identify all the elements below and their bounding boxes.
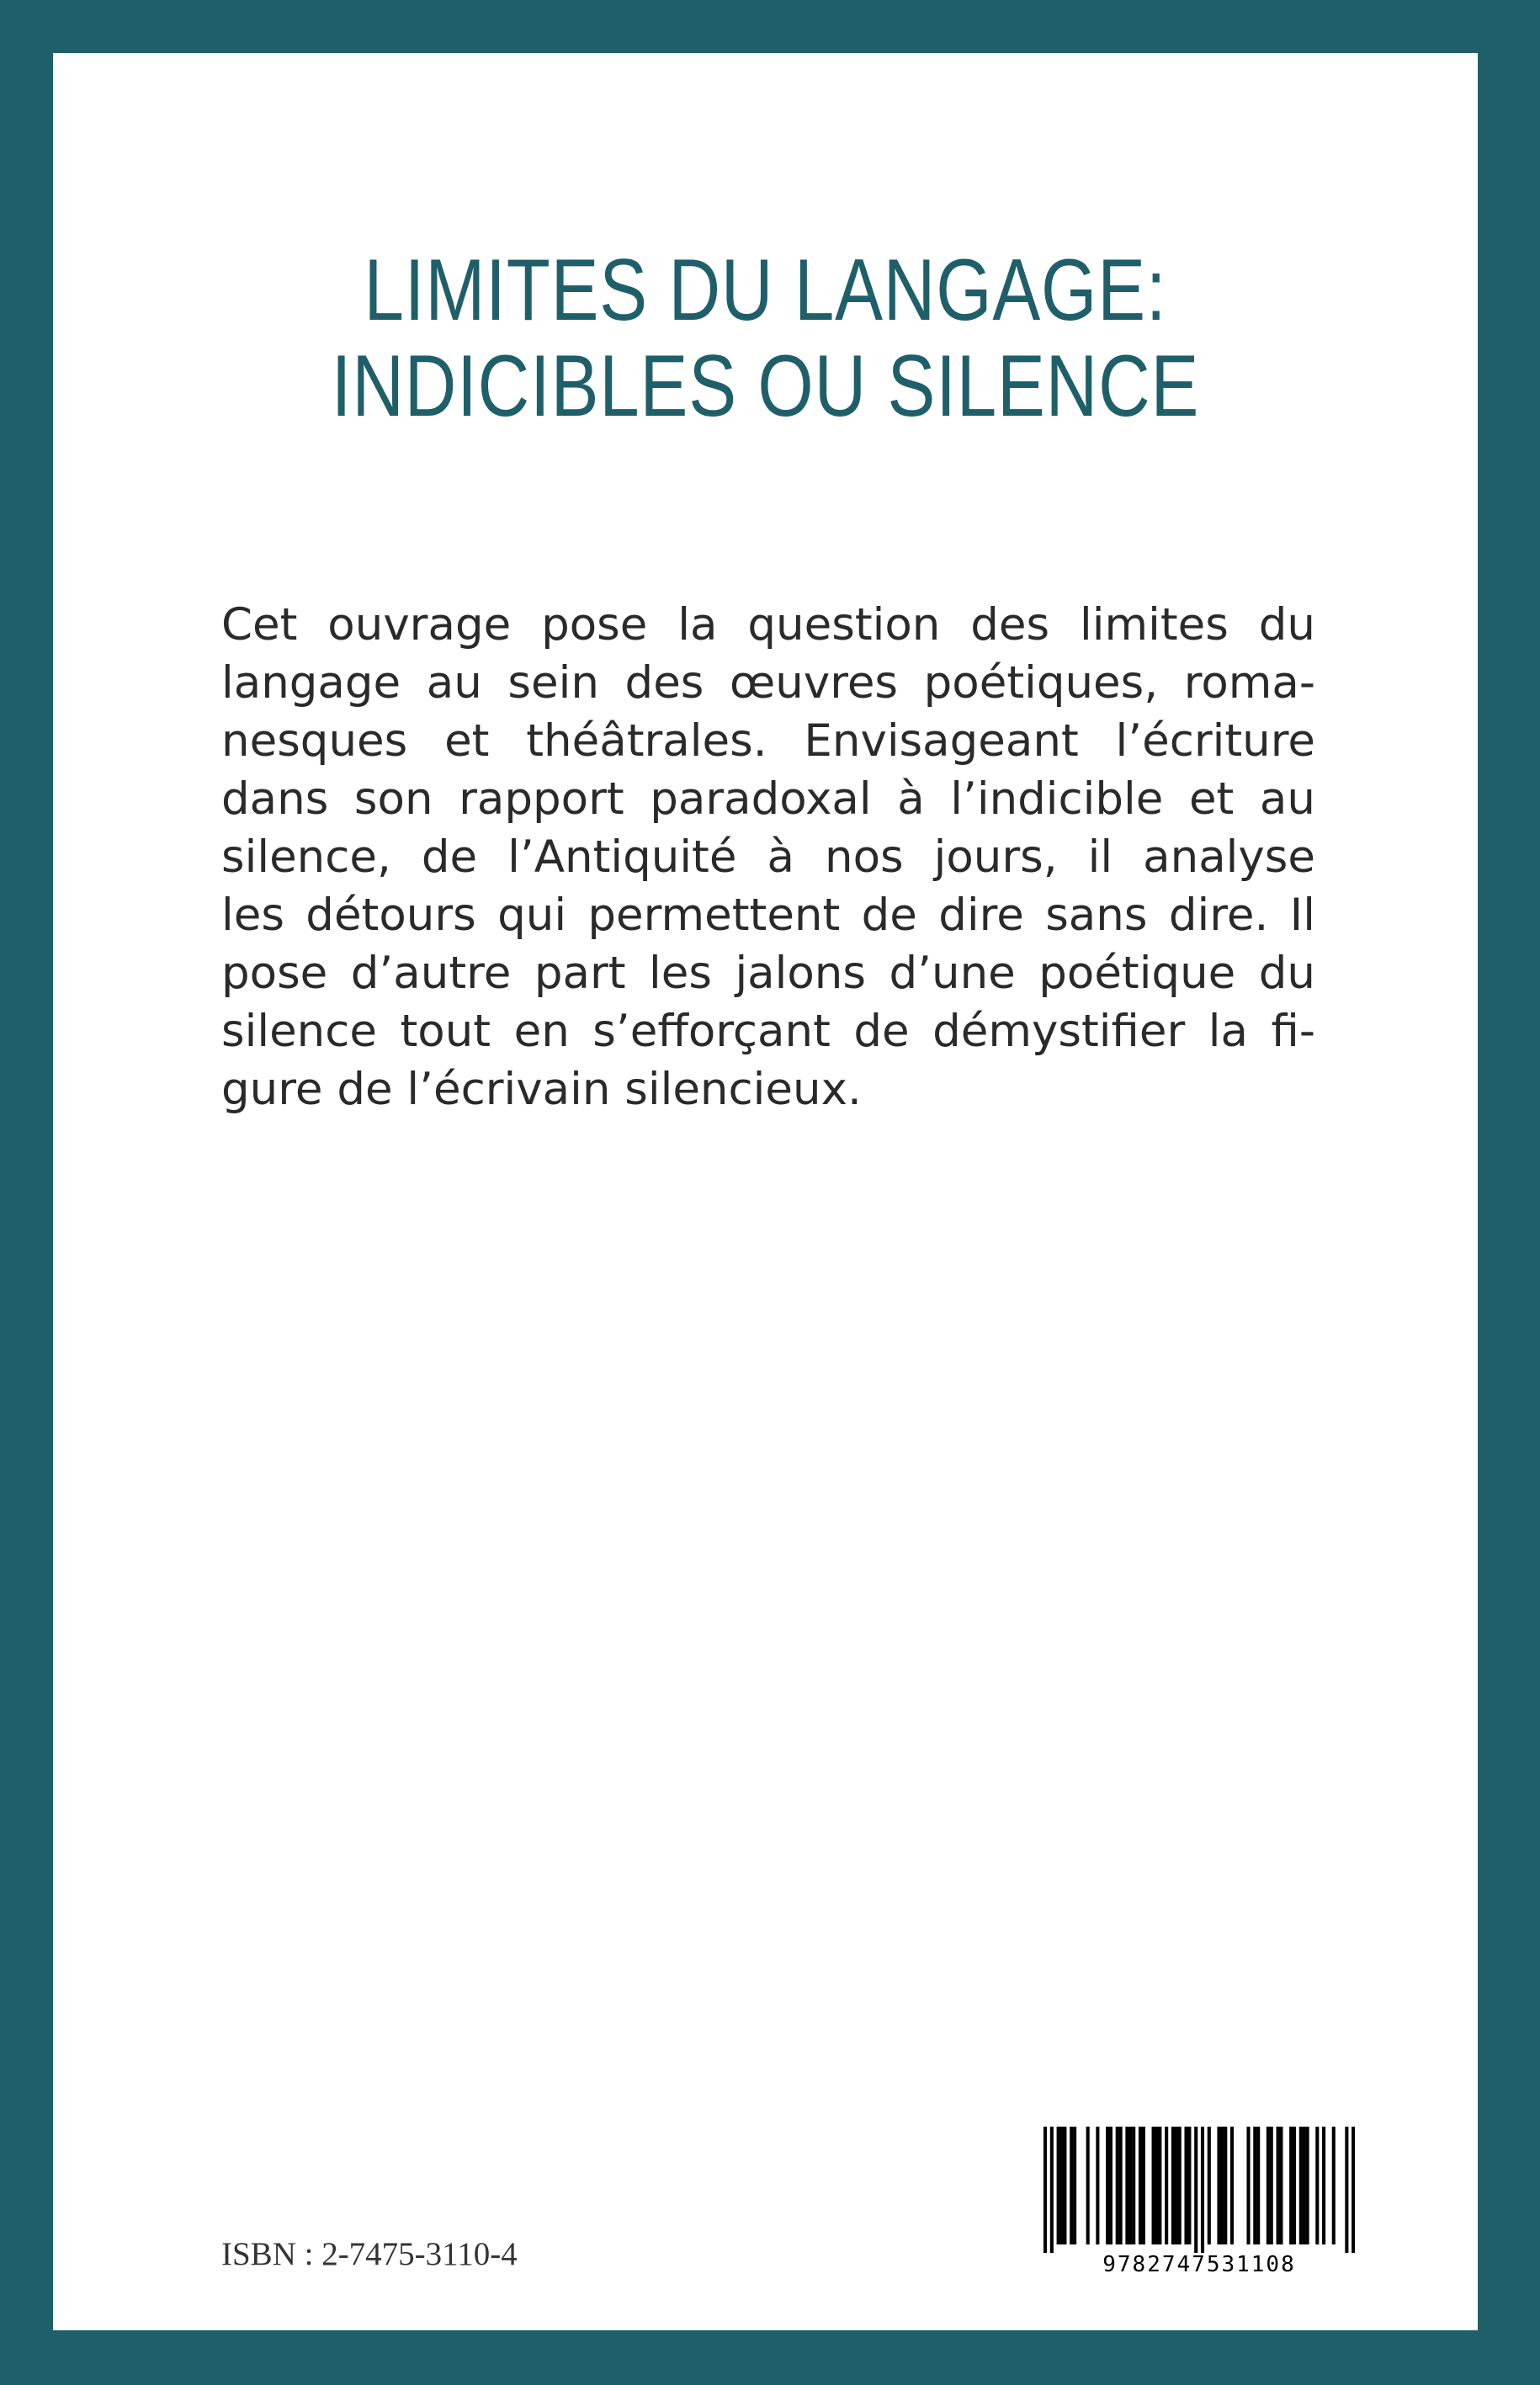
barcode-bar [1043, 2127, 1047, 2253]
blurb-line: pose d’autre part les jalons d’une poétique du [221, 948, 1315, 999]
barcode-bar [1246, 2127, 1250, 2244]
back-cover-panel [53, 53, 1478, 2330]
barcode-bar [1057, 2127, 1060, 2244]
barcode-bar [1289, 2127, 1293, 2244]
barcode-bar [1267, 2127, 1270, 2244]
barcode-bar [1270, 2127, 1273, 2244]
back-cover-blurb [221, 596, 1315, 1118]
blurb-line: gure de l’écrivain silencieux. [221, 1064, 862, 1115]
barcode-bar [1073, 2127, 1076, 2244]
barcode-bar [1152, 2127, 1155, 2244]
barcode-bar [1070, 2127, 1073, 2244]
barcode-bar [1158, 2127, 1161, 2244]
barcode-bar [1208, 2127, 1211, 2244]
blurb-line: dans son rapport paradoxal à l’indicible et au [221, 773, 1315, 825]
barcode-bar [1345, 2127, 1348, 2253]
barcode-bar [1277, 2127, 1280, 2244]
barcode-bar [1322, 2127, 1325, 2244]
barcode-bar [1086, 2127, 1090, 2244]
barcode-bar [1128, 2127, 1132, 2244]
barcode-bar [1224, 2127, 1227, 2244]
title-line-2: INDICIBLES OU SILENCE [331, 337, 1200, 435]
blurb-line: silence tout en s’efforçant de démystifier la fi- [221, 1006, 1315, 1057]
barcode-bar [1155, 2127, 1158, 2244]
barcode-bar [1217, 2127, 1220, 2244]
barcode-bar [1303, 2127, 1306, 2244]
barcode-bar [1315, 2127, 1319, 2244]
barcode-bar [1201, 2127, 1204, 2253]
barcode-bar [1178, 2127, 1182, 2244]
isbn-text: ISBN : 2-7475-3110-4 [221, 2236, 518, 2272]
barcode-bar [1059, 2127, 1063, 2244]
barcode-bars [1043, 2127, 1355, 2253]
barcode-bar [1351, 2127, 1355, 2253]
barcode-bar [1125, 2127, 1128, 2244]
blurb-line: nesques et théâtrales. Envisageant l’écriture [221, 715, 1315, 767]
barcode-bar [1063, 2127, 1066, 2244]
barcode-bar [1253, 2127, 1256, 2244]
barcode-bar [1230, 2127, 1234, 2244]
barcode-bar [1184, 2127, 1187, 2244]
blurb-line: silence, de l’Antiquité à nos jours, il analyse [221, 831, 1315, 883]
barcode-bar [1175, 2127, 1178, 2244]
barcode-bar [1299, 2127, 1303, 2244]
blurb-line: langage au sein des œuvres poétiques, roma- [221, 657, 1315, 709]
barcode-bar [1119, 2127, 1123, 2244]
barcode-bar [1279, 2127, 1282, 2244]
barcode-bar [1171, 2127, 1175, 2244]
barcode-bar [1187, 2127, 1191, 2244]
barcode-bar [1106, 2127, 1109, 2244]
barcode-bar [1165, 2127, 1168, 2244]
barcode [1043, 2127, 1355, 2278]
barcode-graphic [1043, 2127, 1355, 2278]
book-title [181, 242, 1349, 434]
barcode-bar [1306, 2127, 1309, 2244]
barcode-bar [1220, 2127, 1224, 2244]
barcode-bar [1142, 2127, 1145, 2244]
barcode-bar [1293, 2127, 1296, 2244]
barcode-bar [1096, 2127, 1099, 2244]
barcode-bar [1139, 2127, 1142, 2244]
blurb-line: Cet ouvrage pose la question des limites du [221, 599, 1315, 651]
blurb-line: les détours qui permettent de dire sans dire. Il [221, 890, 1315, 941]
barcode-bar [1109, 2127, 1113, 2244]
barcode-bar [1194, 2127, 1197, 2253]
title-line-1: LIMITES DU LANGAGE: [364, 242, 1167, 339]
barcode-bar [1050, 2127, 1054, 2253]
barcode-bar [1116, 2127, 1119, 2244]
barcode-number: 9782747531108 [1102, 2252, 1296, 2277]
barcode-bar [1256, 2127, 1260, 2244]
barcode-bar [1332, 2127, 1336, 2244]
barcode-bar [1132, 2127, 1135, 2244]
